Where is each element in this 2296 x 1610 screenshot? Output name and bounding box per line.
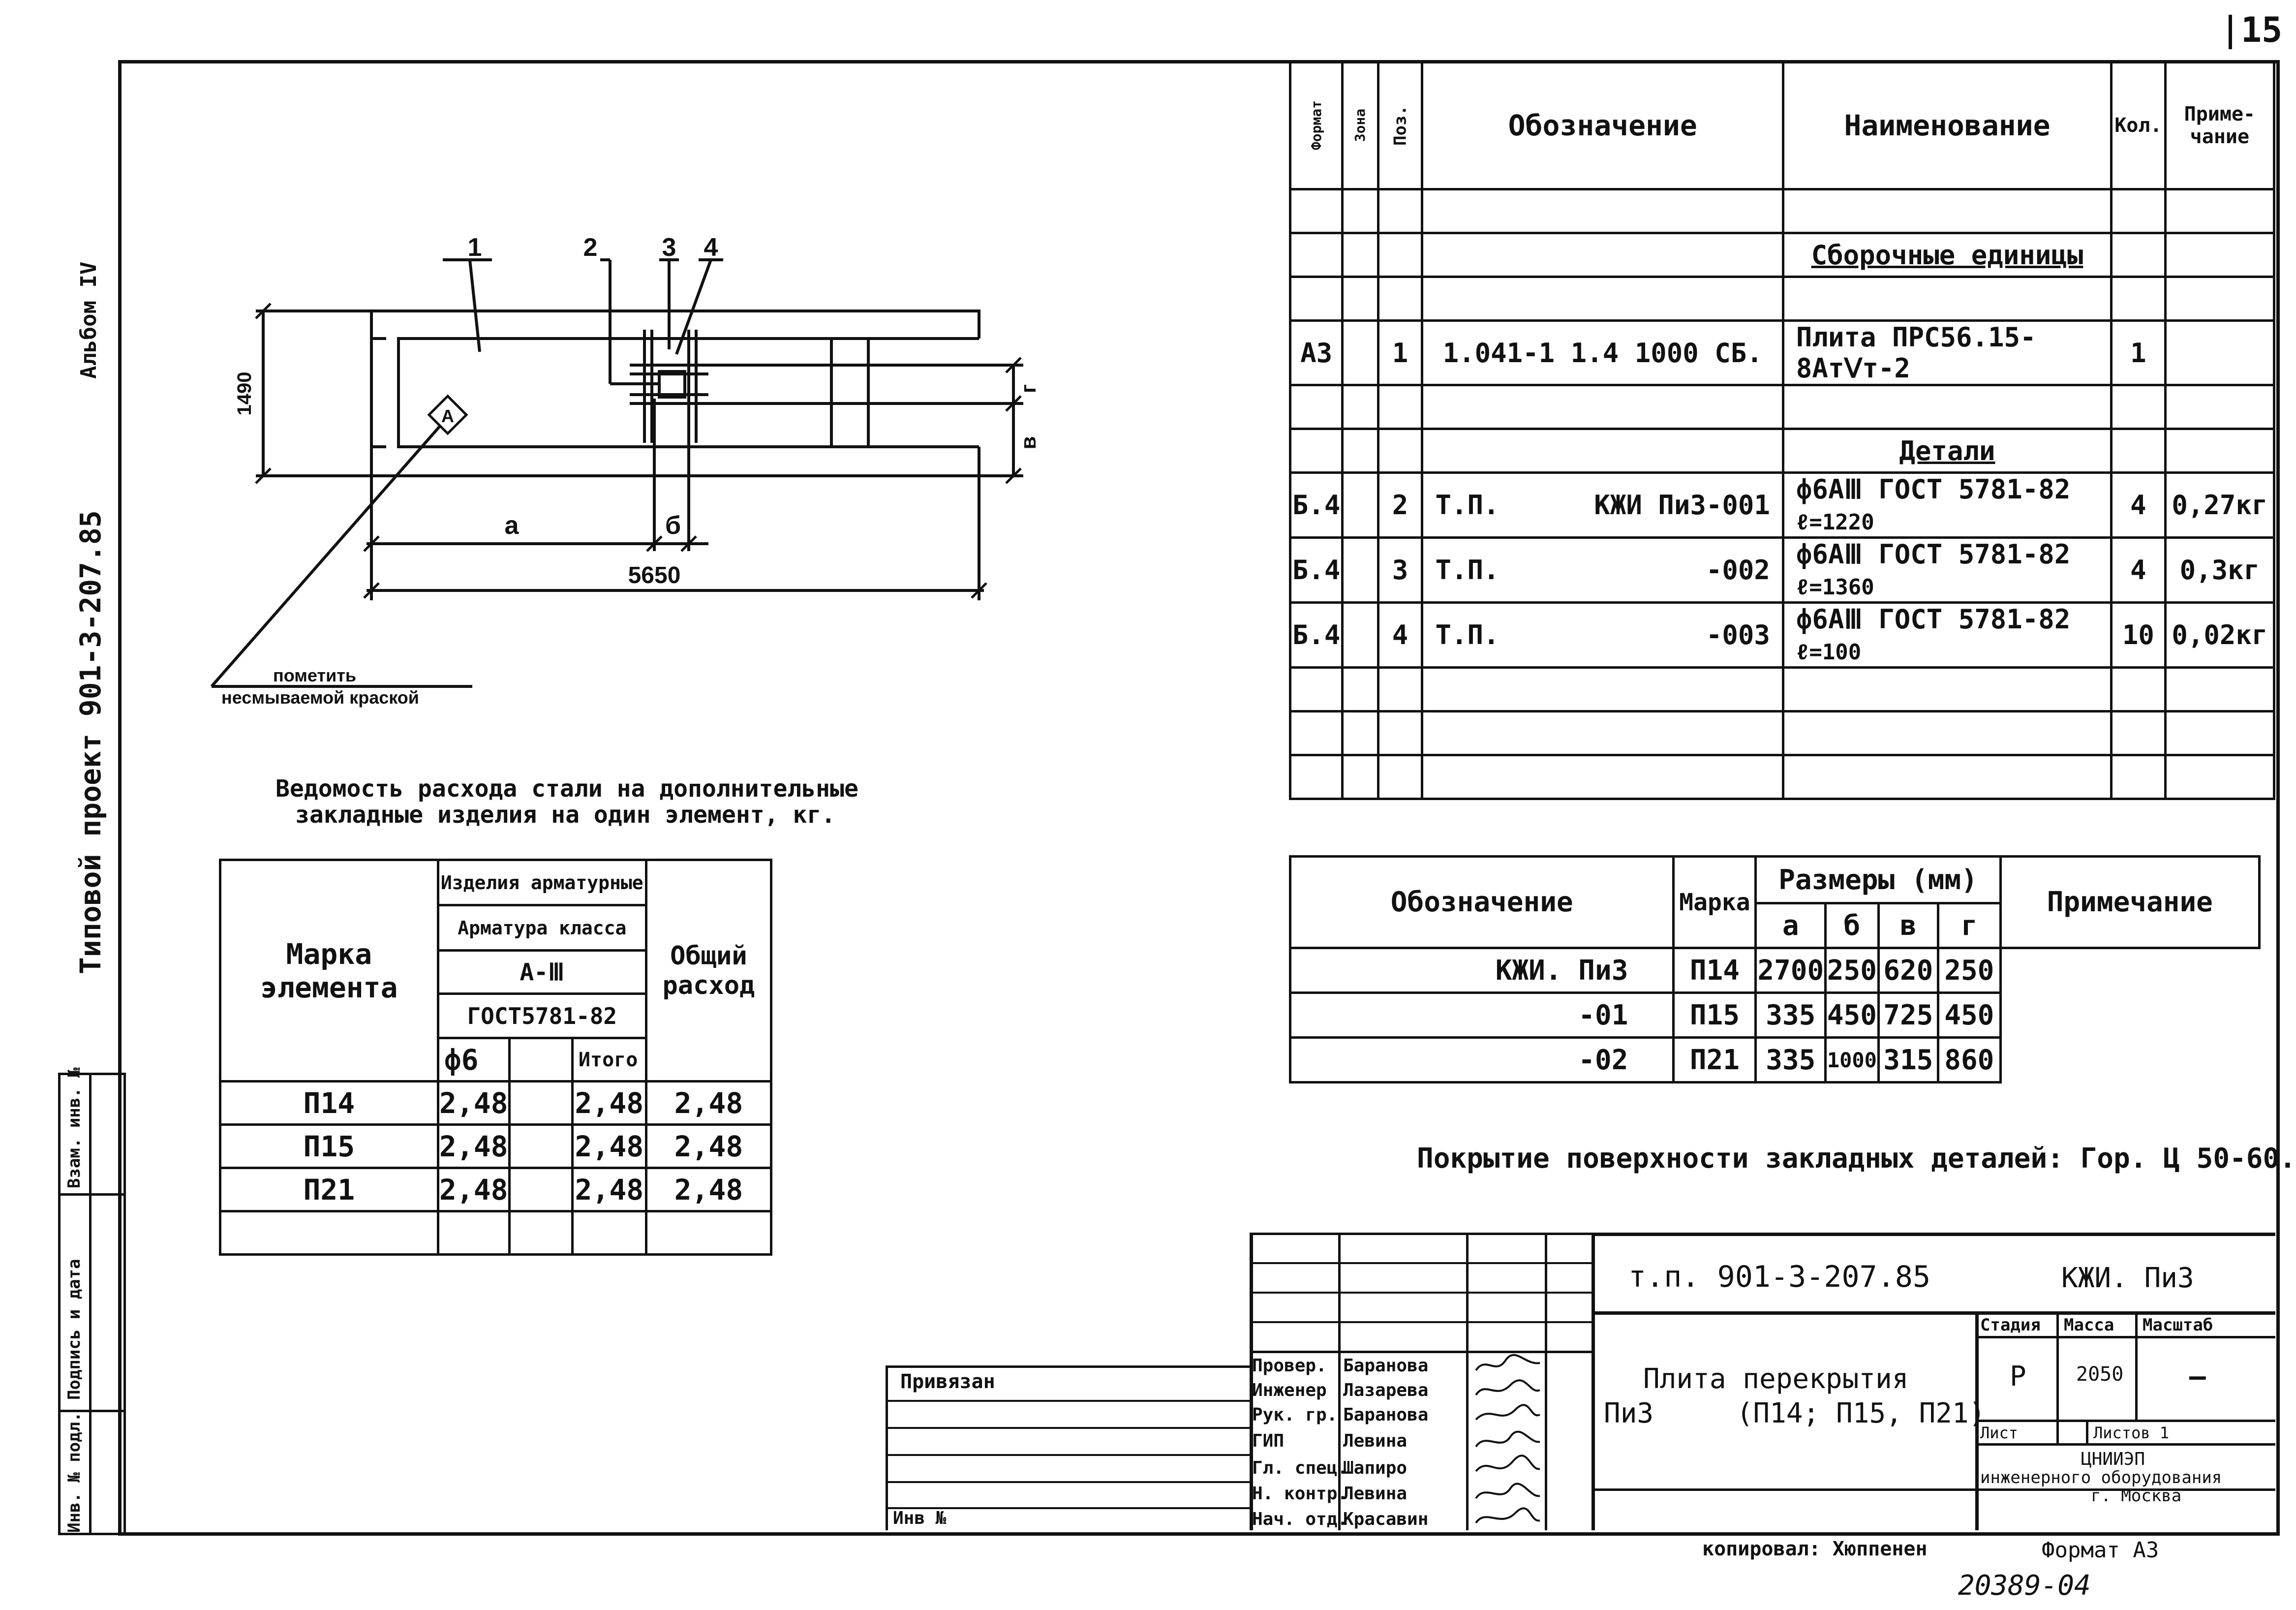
cell-mark: П14 — [220, 1082, 438, 1125]
specification-table — [1289, 60, 2275, 800]
cell-g: 860 — [1938, 1038, 2001, 1083]
cell-format: Б.4 — [1290, 538, 1343, 603]
col-class: А-Ⅲ — [438, 951, 646, 994]
cell-sum: 2,48 — [646, 1082, 771, 1125]
part-length: ℓ=1220 — [1796, 510, 1874, 535]
col-rebar: Арматура класса — [438, 905, 646, 951]
org-line-3: г. Москва — [2091, 1486, 2182, 1506]
cell-a: 2700 — [1756, 948, 1826, 993]
title-line-1: Плита перекрытия — [1643, 1363, 1909, 1395]
slab-void-right — [868, 339, 981, 447]
dim-v: в — [1016, 436, 1041, 450]
cell-a: 335 — [1756, 993, 1826, 1038]
signer-name-6: Левина — [1343, 1484, 1408, 1504]
dim-length: 5650 — [628, 562, 681, 588]
cell-note: 0,02кг — [2165, 603, 2274, 668]
sub-g: г — [1938, 903, 2001, 948]
cell-format: Б.4 — [1290, 473, 1343, 538]
signer-name-5: Шапиро — [1343, 1458, 1408, 1478]
steel-title-2: закладные изделия на один элемент, кг. — [295, 801, 836, 829]
org-line-1: ЦНИИЭП — [2081, 1449, 2145, 1469]
part-name: ф6АⅢ ГОСТ 5781-82 — [1796, 474, 2071, 505]
signer-name-7: Красавин — [1343, 1509, 1429, 1529]
cell-v: 315 — [1878, 1038, 1938, 1083]
side-label-sign: Подпись и дата — [64, 1259, 84, 1400]
hdr-pos: Поз. — [1390, 105, 1410, 146]
hdr-qty: Кол. — [2112, 62, 2166, 189]
bound-label: Привязан — [900, 1370, 995, 1393]
spec-row — [1290, 473, 2274, 538]
spec-row — [1290, 603, 2274, 668]
cell-g: 250 — [1938, 948, 2001, 993]
col-gost: ГОСТ5781-82 — [438, 994, 646, 1038]
cell-name — [1783, 473, 2111, 538]
cell-designation — [1422, 538, 1783, 603]
designation-tp: Т.П. — [1435, 555, 1500, 586]
side-stamp — [58, 1067, 126, 1535]
cell-mark: П14 — [1674, 948, 1756, 993]
designation-code: -002 — [1706, 555, 1770, 586]
signer-role-4: ГИП — [1252, 1431, 1285, 1451]
col-mark: Марка — [1674, 857, 1756, 948]
dim-b: б — [665, 511, 681, 540]
cell-pos: 3 — [1378, 538, 1422, 603]
cell-mark: П15 — [1674, 993, 1756, 1038]
doc-code: т.п. 901-3-207.85 — [1628, 1260, 1931, 1294]
cell-designation — [1422, 603, 1783, 668]
cell-qty: 1 — [2112, 321, 2166, 385]
cell-sum: 2,48 — [646, 1125, 771, 1168]
spec-row — [1290, 321, 2274, 385]
dim-g: г — [1016, 384, 1041, 394]
col-phi: ф6 — [438, 1038, 509, 1082]
cell-designation: 1.041-1 1.4 1000 СБ. — [1422, 321, 1783, 385]
spec-row — [1290, 538, 2274, 603]
cell-v: 725 — [1878, 993, 1938, 1038]
sub-v: в — [1878, 903, 1938, 948]
signatures — [1471, 1351, 1545, 1528]
hdr-note: Приме-чание — [2165, 62, 2274, 189]
org-line-2: инженерного оборудования — [1980, 1468, 2222, 1487]
signer-name-1: Баранова — [1343, 1356, 1429, 1376]
cell-name — [1783, 603, 2111, 668]
archive-number: 20389-04 — [1958, 1570, 2091, 1602]
col-note: Примечание — [2000, 857, 2259, 948]
title-block — [886, 1233, 2275, 1530]
cell-format: Б.4 — [1290, 603, 1343, 668]
col-total: Итого — [572, 1038, 646, 1082]
hdr-designation: Обозначение — [1422, 62, 1783, 189]
cell-pos: 4 — [1378, 603, 1422, 668]
side-label-replace: Взам. инв. № — [64, 1067, 84, 1188]
cell-mark: П15 — [220, 1125, 438, 1168]
scale-value: — — [2189, 1361, 2206, 1393]
signer-name-2: Лазарева — [1343, 1380, 1429, 1400]
mark-letter: А — [441, 406, 454, 426]
stage-label: Стадия — [1980, 1315, 2041, 1335]
cell-total: 2,48 — [572, 1168, 646, 1211]
mass-value: 2050 — [2076, 1363, 2124, 1386]
part-length: ℓ=100 — [1796, 640, 1862, 665]
leader-note-2: несмываемой краской — [221, 687, 419, 708]
section-parts: Детали — [1783, 429, 2111, 473]
col-mark: Марка элемента — [220, 860, 438, 1082]
cell-pos: 2 — [1378, 473, 1422, 538]
callout-2: 2 — [583, 233, 598, 262]
table-row — [1290, 948, 2260, 993]
col-sum: Общий расход — [646, 860, 771, 1082]
part-name: ф6АⅢ ГОСТ 5781-82 — [1796, 604, 2071, 635]
callout-1: 1 — [467, 233, 482, 262]
cell-b: 250 — [1826, 948, 1878, 993]
dim-height: 1490 — [234, 372, 255, 416]
sheet-number: 15 — [2241, 10, 2283, 50]
cell-sum: 2,48 — [646, 1168, 771, 1211]
steel-table — [219, 859, 772, 1256]
cell-mark: П21 — [220, 1168, 438, 1211]
cell-b: 450 — [1826, 993, 1878, 1038]
cell-b: 1000 — [1826, 1038, 1878, 1083]
signer-role-7: Нач. отд. — [1252, 1509, 1348, 1529]
cell-phi6: 2,48 — [438, 1168, 509, 1211]
sheets-label: Листов 1 — [2093, 1424, 2170, 1442]
signer-name-4: Левина — [1343, 1431, 1408, 1451]
cell-qty: 10 — [2112, 603, 2166, 668]
sheet-label: Лист — [1980, 1424, 2019, 1442]
sub-b: б — [1826, 903, 1878, 948]
top-mark — [2229, 15, 2232, 49]
dimensions-table — [1289, 855, 2261, 1084]
steel-title-1: Ведомость расхода стали на дополнительные — [276, 775, 858, 803]
title-line-2: Пи3 (П14; П15, П21) — [1604, 1397, 1986, 1429]
dim-a: а — [504, 511, 519, 540]
part-length: ℓ=1360 — [1796, 575, 1874, 600]
designation-code: -003 — [1706, 619, 1770, 650]
album-label: Альбом IV — [76, 261, 101, 379]
slab-drawing — [197, 233, 1041, 709]
table-row — [220, 1168, 771, 1211]
cell-phi6: 2,48 — [438, 1082, 509, 1125]
cell-designation — [1422, 473, 1783, 538]
signer-role-1: Провер. — [1252, 1356, 1327, 1376]
cell-format: А3 — [1290, 321, 1343, 385]
signer-role-6: Н. контр. — [1252, 1484, 1348, 1504]
designation-tp: Т.П. — [1435, 619, 1500, 650]
mass-label: Масса — [2064, 1315, 2114, 1335]
cell-pos: 1 — [1378, 321, 1422, 385]
callout-3: 3 — [662, 233, 676, 262]
section-assembly: Сборочные единицы — [1783, 233, 2111, 277]
coating-note: Покрытие поверхности закладных деталей: Гор. Ц 50-60. — [1417, 1143, 2296, 1175]
cell-a: 335 — [1756, 1038, 1826, 1083]
cell-mark: П21 — [1674, 1038, 1756, 1083]
scale-label: Масштаб — [2143, 1315, 2213, 1335]
cell-note: 0,3кг — [2165, 538, 2274, 603]
sub-a: а — [1756, 903, 1826, 948]
cell-v: 620 — [1878, 948, 1938, 993]
copied-by: копировал: Хюппенен — [1702, 1538, 1928, 1560]
cell-designation: -01 — [1290, 993, 1674, 1038]
table-row — [220, 1082, 771, 1125]
cell-phi6: 2,48 — [438, 1125, 509, 1168]
cell-designation: КЖИ. Пи3 — [1290, 948, 1674, 993]
cell-name: Плита ПРС56.15-8АтⅤт-2 — [1783, 321, 2111, 385]
cell-name — [1783, 538, 2111, 603]
col-items: Изделия арматурные — [438, 860, 646, 905]
designation-code: КЖИ Пи3-001 — [1594, 490, 1770, 521]
hdr-name: Наименование — [1783, 62, 2111, 189]
signer-role-5: Гл. спец. — [1252, 1458, 1348, 1478]
cell-total: 2,48 — [572, 1125, 646, 1168]
project-label: Типовой проект 901-3-207.85 — [74, 510, 107, 974]
hdr-format: Формат — [1308, 100, 1325, 151]
col-sizes: Размеры (мм) — [1756, 857, 2000, 903]
stage-value: Р — [2010, 1361, 2026, 1393]
cell-total: 2,48 — [572, 1082, 646, 1125]
inv-label: Инв № — [893, 1508, 947, 1528]
designation-tp: Т.П. — [1435, 490, 1500, 521]
signer-name-3: Баранова — [1343, 1405, 1429, 1425]
cell-designation: -02 — [1290, 1038, 1674, 1083]
format-label: Формат А3 — [2042, 1538, 2159, 1563]
cell-qty: 4 — [2112, 538, 2166, 603]
signer-role-3: Рук. гр. — [1252, 1405, 1338, 1425]
doc-mark: КЖИ. Пи3 — [2061, 1262, 2194, 1294]
cell-qty: 4 — [2112, 473, 2166, 538]
cell-g: 450 — [1938, 993, 2001, 1038]
signer-role-2: Инженер — [1252, 1380, 1327, 1400]
callout-4: 4 — [704, 233, 718, 262]
table-row — [220, 1125, 771, 1168]
leader-note-1: пометить — [273, 665, 356, 685]
hdr-zone: Зона — [1352, 108, 1369, 142]
part-name: ф6АⅢ ГОСТ 5781-82 — [1796, 539, 2071, 570]
col-designation: Обозначение — [1290, 857, 1674, 948]
side-label-inv: Инв. № подл. — [64, 1412, 84, 1533]
cell-note: 0,27кг — [2165, 473, 2274, 538]
